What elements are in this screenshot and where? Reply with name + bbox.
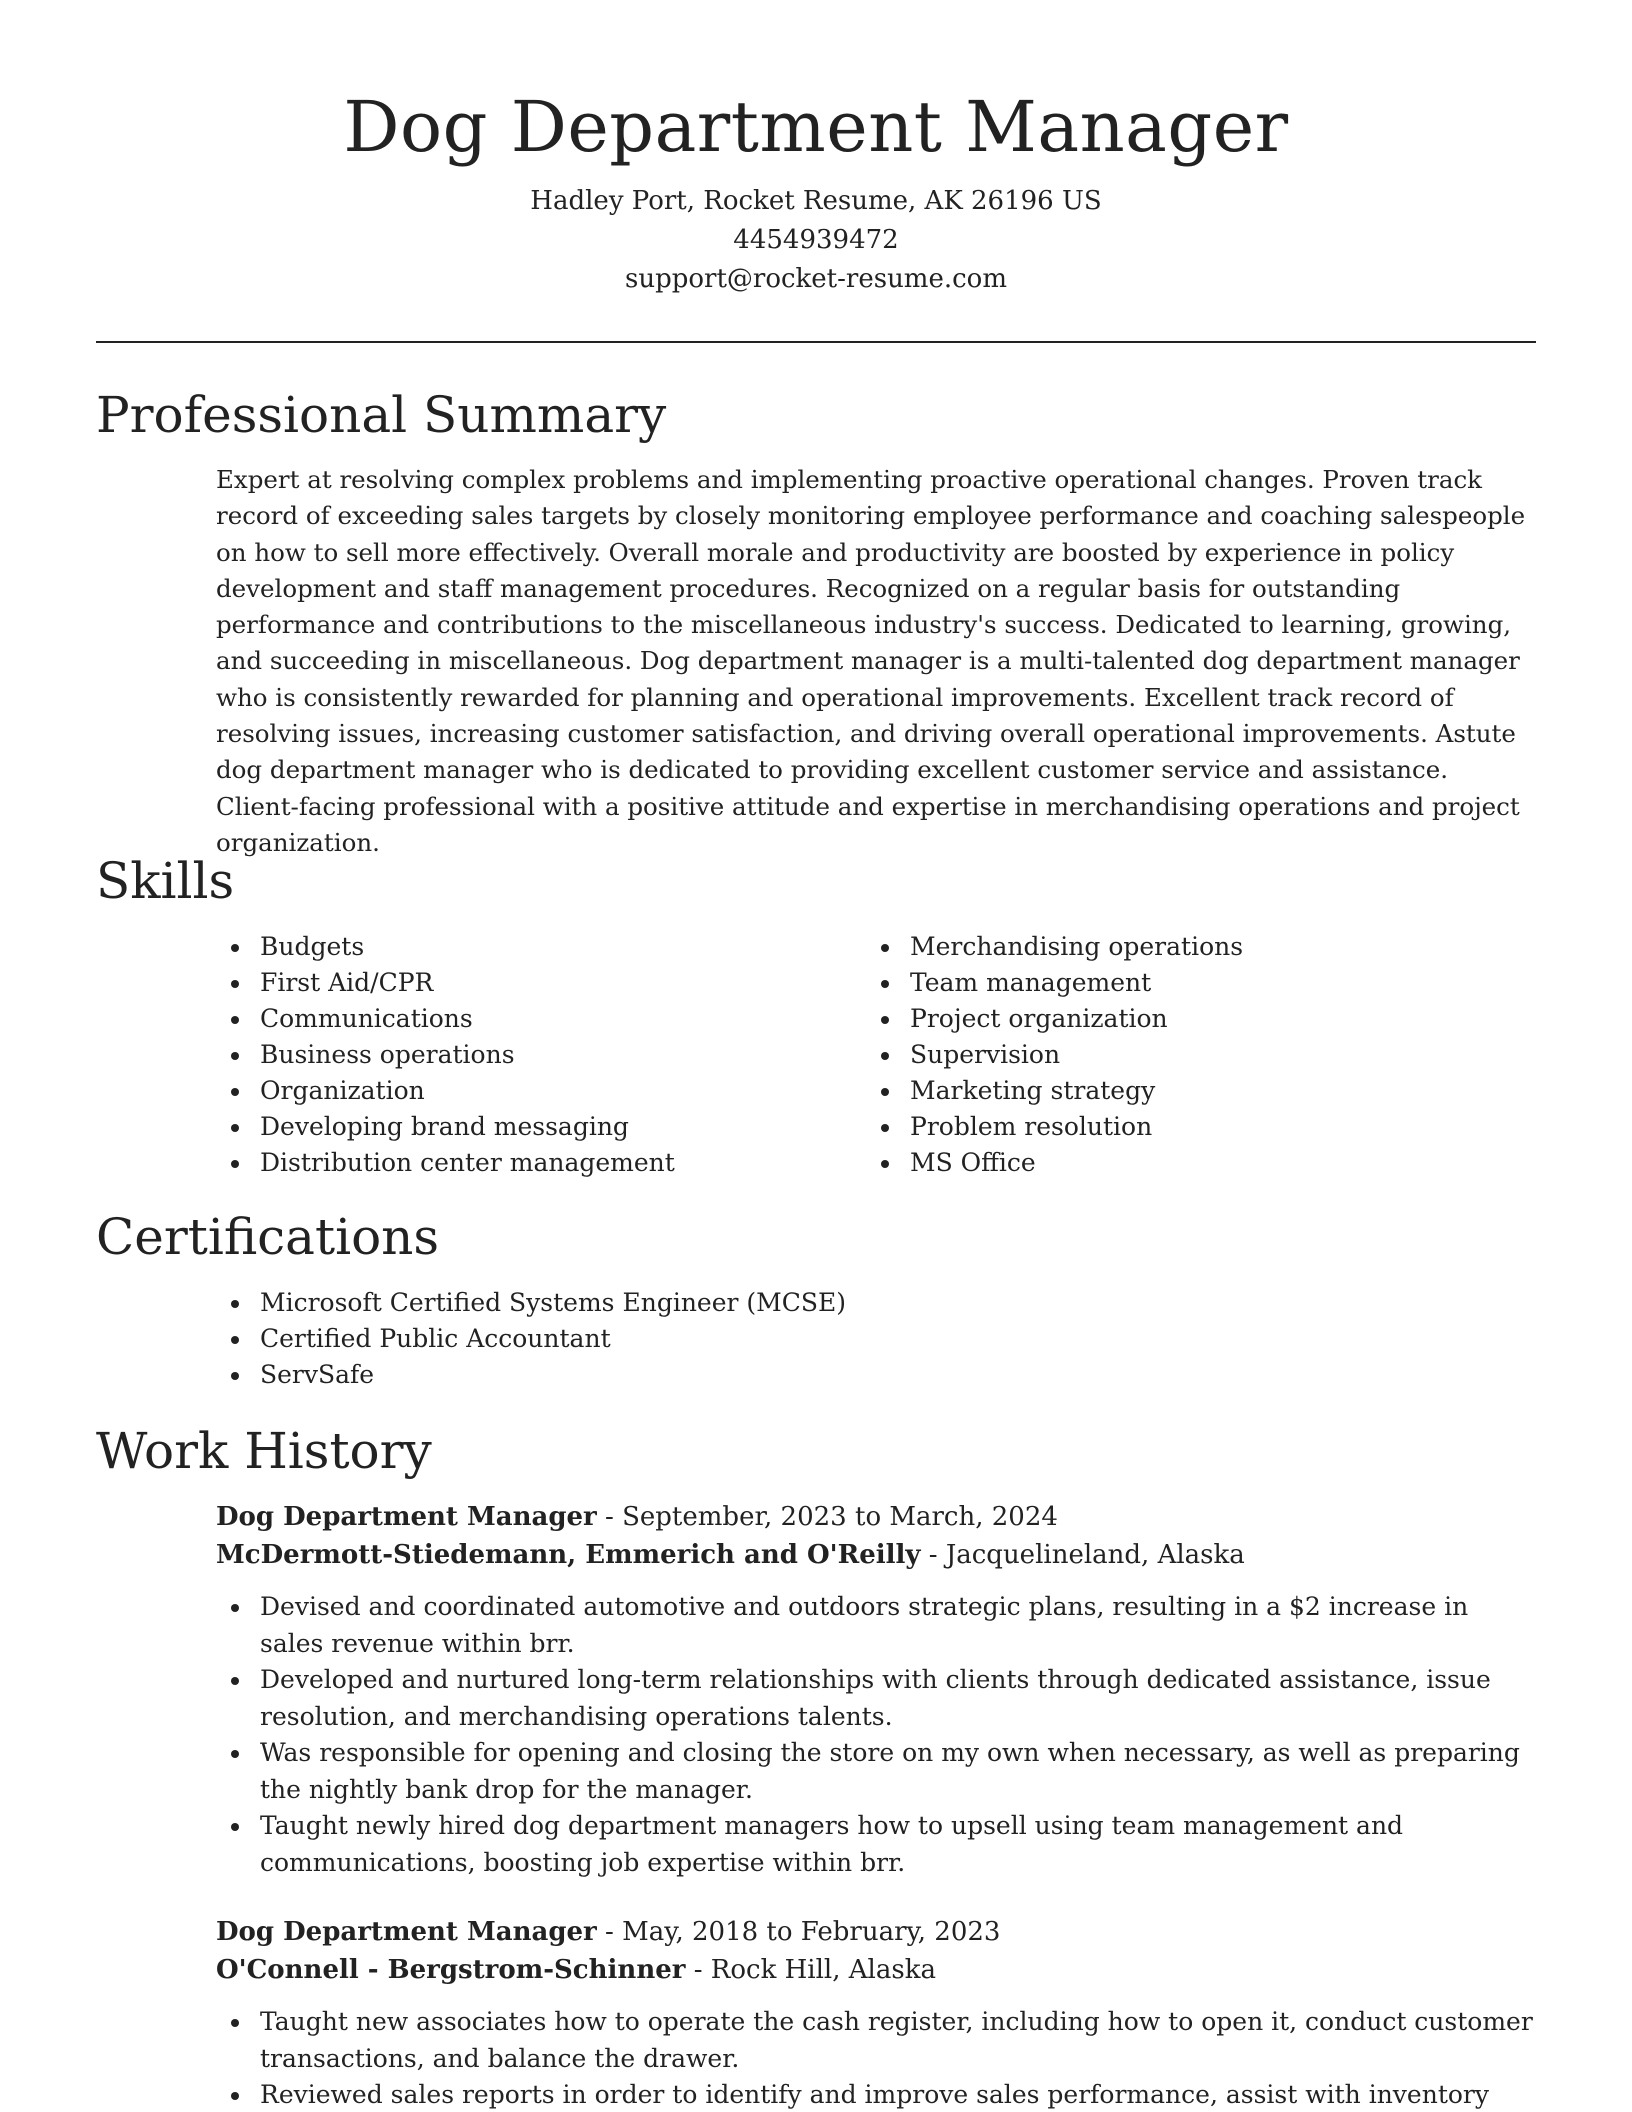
job-title-line xyxy=(216,1913,1538,1951)
job-dates: May, 2018 to February, 2023 xyxy=(622,1917,1001,1947)
candidate-name: Dog Department Manager xyxy=(343,86,1289,168)
section-title-skills: Skills xyxy=(96,852,235,910)
job-duties-list xyxy=(216,2004,1538,2112)
resume-header xyxy=(0,0,1632,299)
certification-item: Certified Public Accountant xyxy=(216,1321,1516,1357)
skill-item: First Aid/CPR xyxy=(216,965,866,1001)
separator: - xyxy=(693,1955,703,1985)
summary-text: Expert at resolving complex problems and implementing proactive operational changes. Proven track record of exceeding sales targets by closely monitoring employee performance and coaching salespeople on how to sell more effectively. Overall morale and productivity are boosted by experience in policy development and staff management procedures. Recognized on a regular basis for outstanding performance and contributions to the miscellaneous industry's success. Dedicated to learning, growing, and succeeding in miscellaneous. Dog department manager is a multi-talented dog department manager who is consistently rewarded for planning and operational improvements. Excellent track record of resolving issues, increasing customer satisfaction, and driving overall operational improvements. Astute dog department manager who is dedicated to providing excellent customer service and assistance. Client-facing professional with a positive attitude and expertise in merchandising operations and project organization. xyxy=(216,465,1526,857)
certifications-list xyxy=(216,1285,1516,1393)
section-title-summary: Professional Summary xyxy=(96,386,667,444)
separator: - xyxy=(605,1502,614,1532)
skill-item: Merchandising operations xyxy=(866,929,1516,965)
contact-email: support@rocket-resume.com xyxy=(624,264,1007,294)
job-company: O'Connell - Bergstrom-Schinner xyxy=(216,1955,686,1985)
skill-item: Organization xyxy=(216,1073,866,1109)
job-entry xyxy=(216,1913,1538,2112)
skill-item: Marketing strategy xyxy=(866,1073,1516,1109)
job-title-line xyxy=(216,1498,1538,1536)
job-duty: Devised and coordinated automotive and outdoors strategic plans, resulting in a $2 increase in sales revenue within brr. xyxy=(216,1589,1538,1662)
certification-item: ServSafe xyxy=(216,1357,1516,1393)
skill-item: Project organization xyxy=(866,1001,1516,1037)
job-company-line xyxy=(216,1951,1538,1989)
job-duties-list xyxy=(216,1589,1538,1881)
job-duty: Developed and nurtured long-term relationships with clients through dedicated assistance, issue resolution, and merchandising operations talents. xyxy=(216,1662,1538,1735)
job-duty: Taught newly hired dog department managers how to upsell using team management and communications, boosting job expertise within brr. xyxy=(216,1808,1538,1881)
skill-item: Budgets xyxy=(216,929,866,965)
skill-item: Developing brand messaging xyxy=(216,1109,866,1145)
job-title: Dog Department Manager xyxy=(216,1502,597,1532)
skill-item: Business operations xyxy=(216,1037,866,1073)
job-company-line xyxy=(216,1536,1538,1574)
job-title: Dog Department Manager xyxy=(216,1917,597,1947)
separator: - xyxy=(928,1540,938,1570)
skill-item: Team management xyxy=(866,965,1516,1001)
job-entry xyxy=(216,1498,1538,1881)
job-duty: Was responsible for opening and closing the store on my own when necessary, as well as preparing the nightly bank drop for the manager. xyxy=(216,1735,1538,1808)
skills-list-left xyxy=(216,929,866,1181)
job-duty: Taught new associates how to operate the cash register, including how to open it, conduct customer transactions, and balance the drawer. xyxy=(216,2004,1538,2077)
section-title-work-history: Work History xyxy=(96,1422,432,1480)
certification-item: Microsoft Certified Systems Engineer (MCSE) xyxy=(216,1285,1516,1321)
skill-item: Problem resolution xyxy=(866,1109,1516,1145)
skill-item: Communications xyxy=(216,1001,866,1037)
skill-item: MS Office xyxy=(866,1145,1516,1181)
skill-item: Supervision xyxy=(866,1037,1516,1073)
contact-info xyxy=(0,182,1632,299)
job-location: Rock Hill, Alaska xyxy=(710,1955,936,1985)
contact-phone: 4454939472 xyxy=(733,225,899,255)
job-dates: September, 2023 to March, 2024 xyxy=(622,1502,1058,1532)
section-title-certifications: Certifications xyxy=(96,1208,440,1266)
job-duty: Reviewed sales reports in order to identify and improve sales performance, assist with inventory xyxy=(216,2077,1538,2112)
job-location: Jacquelineland, Alaska xyxy=(945,1540,1245,1570)
job-company: McDermott-Stiedemann, Emmerich and O'Reilly xyxy=(216,1540,921,1570)
header-divider xyxy=(96,341,1536,343)
skills-list-right xyxy=(866,929,1516,1181)
skill-item: Distribution center management xyxy=(216,1145,866,1181)
contact-address: Hadley Port, Rocket Resume, AK 26196 US xyxy=(530,186,1102,216)
separator: - xyxy=(605,1917,614,1947)
